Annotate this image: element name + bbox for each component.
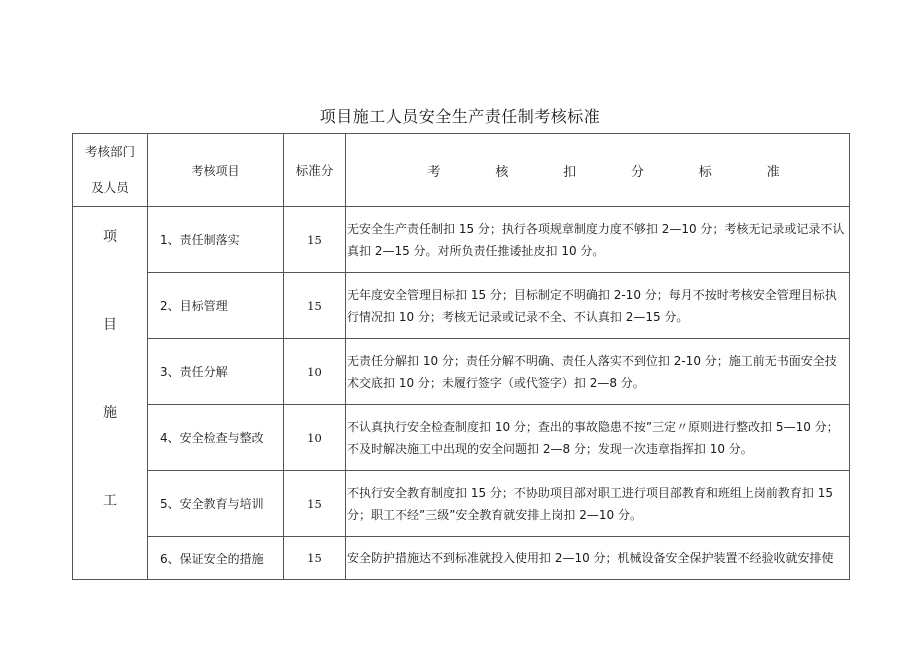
header-standard-char: 核: [495, 164, 509, 180]
row-standard: 不执行安全教育制度扣 15 分；不协助项目部对职工进行项目部教育和班组上岗前教育扣 15 分；职工不经”三级”安全教育就安排上岗扣 2—10 分。: [346, 471, 850, 537]
dept-char: 施: [103, 405, 117, 421]
row-standard: 不认真执行安全检查制度扣 10 分；查出的事故隐患不按”三定〃原则进行整改扣 5—10 分；不及时解决施工中出现的安全问题扣 2—8 分；发现一次违章指挥扣 10 分。: [346, 405, 850, 471]
row-score: 10: [284, 405, 346, 471]
header-dept-line2: 及人员: [91, 180, 129, 195]
row-item: 3、责任分解: [148, 339, 284, 405]
header-dept-line1: 考核部门: [84, 144, 135, 159]
header-standard-char: 分: [630, 164, 644, 180]
header-standard: [346, 134, 850, 207]
dept-char: 工: [103, 493, 117, 509]
header-standard-char: 扣: [563, 164, 577, 180]
row-item: 6、保证安全的措施: [148, 537, 284, 580]
row-score: 15: [284, 537, 346, 580]
header-dept: [73, 134, 148, 207]
row-item: 1、责任制落实: [148, 207, 284, 273]
table-header-row: [73, 134, 850, 207]
table-row: [73, 339, 850, 405]
row-score: 10: [284, 339, 346, 405]
header-score: 标准分: [284, 134, 346, 207]
row-standard: 安全防护措施达不到标准就投入使用扣 2—10 分；机械设备安全保护装置不经验收就安排使: [346, 537, 850, 580]
table-row: [73, 273, 850, 339]
row-item: 4、安全检查与整改: [148, 405, 284, 471]
header-standard-char: 考: [427, 164, 441, 180]
dept-char: 目: [103, 317, 117, 333]
row-score: 15: [284, 207, 346, 273]
row-item: 5、安全教育与培训: [148, 471, 284, 537]
row-item: 2、目标管理: [148, 273, 284, 339]
dept-cell: [73, 207, 148, 580]
table-row: [73, 537, 850, 580]
row-standard: 无年度安全管理目标扣 15 分；目标制定不明确扣 2-10 分；每月不按时考核安全管理目标执行情况扣 10 分；考核无记录或记录不全、不认真扣 2—15 分。: [346, 273, 850, 339]
table-row: [73, 405, 850, 471]
row-standard: 无责任分解扣 10 分；责任分解不明确、责任人落实不到位扣 2-10 分；施工前无书面安全技术交底扣 10 分；未履行签字（或代签字）扣 2—8 分。: [346, 339, 850, 405]
assessment-table: [72, 133, 850, 580]
table-row: [73, 207, 850, 273]
dept-char: 项: [103, 229, 117, 245]
header-item: 考核项目: [148, 134, 284, 207]
row-standard: 无安全生产责任制扣 15 分；执行各项规章制度力度不够扣 2—10 分；考核无记录或记录不认真扣 2—15 分。对所负责任推诿扯皮扣 10 分。: [346, 207, 850, 273]
row-score: 15: [284, 273, 346, 339]
header-standard-char: 标: [698, 164, 712, 180]
table-row: [73, 471, 850, 537]
header-standard-char: 准: [766, 164, 780, 180]
row-score: 15: [284, 471, 346, 537]
page-title: 项目施工人员安全生产责任制考核标准: [319, 107, 601, 126]
